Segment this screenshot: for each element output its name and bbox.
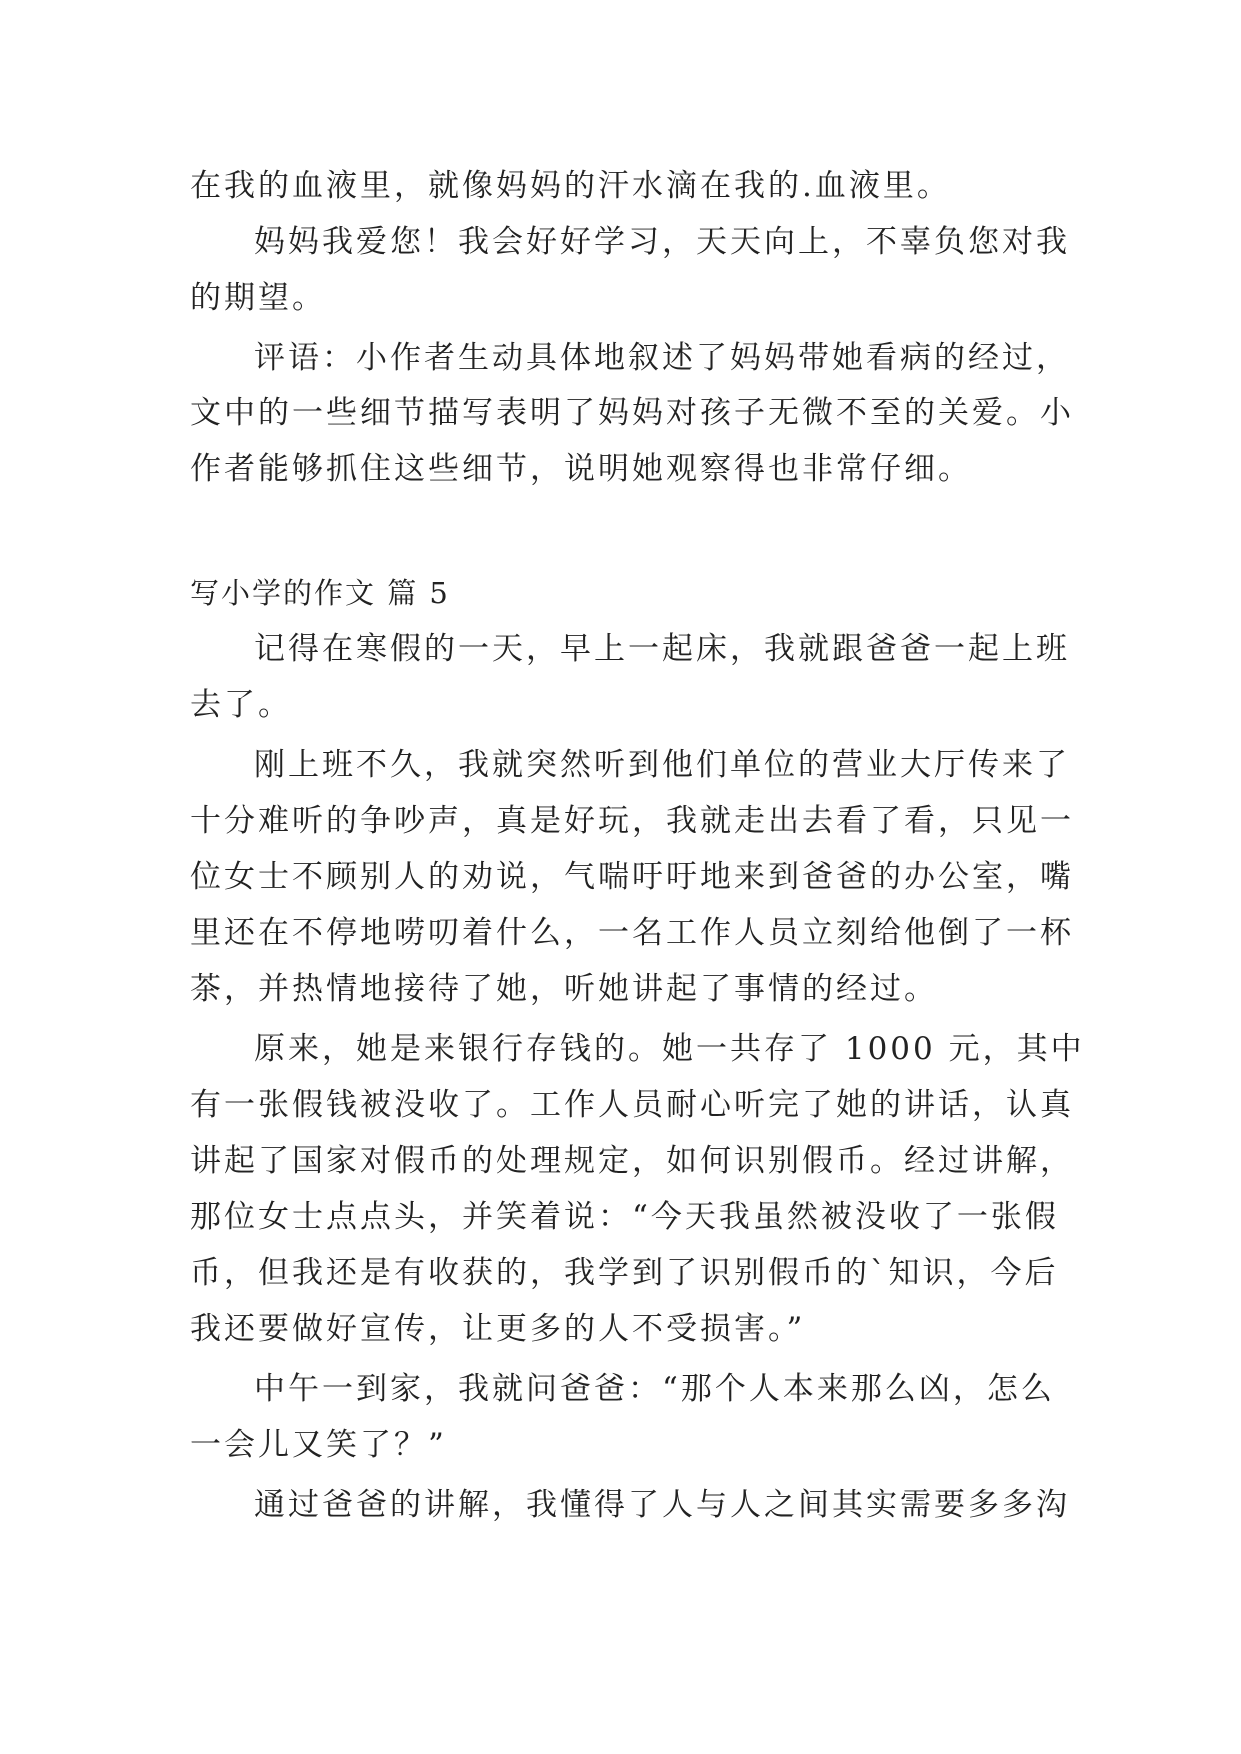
paragraph-line: 刚上班不久，我就突然听到他们单位的营业大厅传来了 [254,747,1070,783]
comment-line: 评语：小作者生动具体地叙述了妈妈带她看病的经过， [254,340,1070,376]
paragraph-line: 去了。 [190,687,292,723]
paragraph-line: 茶，并热情地接待了她，听她讲起了事情的经过。 [190,971,938,1007]
paragraph-line: 的期望。 [190,280,326,316]
paragraph-line: 一会儿又笑了？” [190,1427,447,1463]
paragraph-line: 妈妈我爱您！我会好好学习，天天向上，不辜负您对我 [254,224,1070,260]
section-heading: 写小学的作文 篇 5 [190,576,450,610]
paragraph-line: 那位女士点点头，并笑着说：“今天我虽然被没收了一张假 [190,1199,1059,1235]
paragraph-line: 位女士不顾别人的劝说，气喘吁吁地来到爸爸的办公室，嘴 [190,859,1074,895]
comment-line: 文中的一些细节描写表明了妈妈对孩子无微不至的关爱。小 [190,395,1074,431]
paragraph-line: 币，但我还是有收获的，我学到了识别假币的`知识，今后 [190,1255,1059,1291]
paragraph-line: 记得在寒假的一天，早上一起床，我就跟爸爸一起上班 [254,631,1070,667]
paragraph-line: 原来，她是来银行存钱的。她一共存了 1000 元，其中 [254,1031,1085,1067]
comment-line: 作者能够抓住这些细节，说明她观察得也非常仔细。 [190,451,972,487]
paragraph-line: 讲起了国家对假币的处理规定，如何识别假币。经过讲解， [190,1143,1074,1179]
paragraph-line: 在我的血液里，就像妈妈的汗水滴在我的.血液里。 [190,168,951,204]
paragraph-line: 里还在不停地唠叨着什么，一名工作人员立刻给他倒了一杯 [190,915,1074,951]
paragraph-line: 通过爸爸的讲解，我懂得了人与人之间其实需要多多沟 [254,1487,1070,1523]
paragraph-line: 十分难听的争吵声，真是好玩，我就走出去看了看，只见一 [190,803,1074,839]
paragraph-line: 我还要做好宣传，让更多的人不受损害。” [190,1311,806,1347]
paragraph-line: 有一张假钱被没收了。工作人员耐心听完了她的讲话，认真 [190,1087,1074,1123]
paragraph-line: 中午一到家，我就问爸爸：“那个人本来那么凶，怎么 [254,1371,1055,1407]
